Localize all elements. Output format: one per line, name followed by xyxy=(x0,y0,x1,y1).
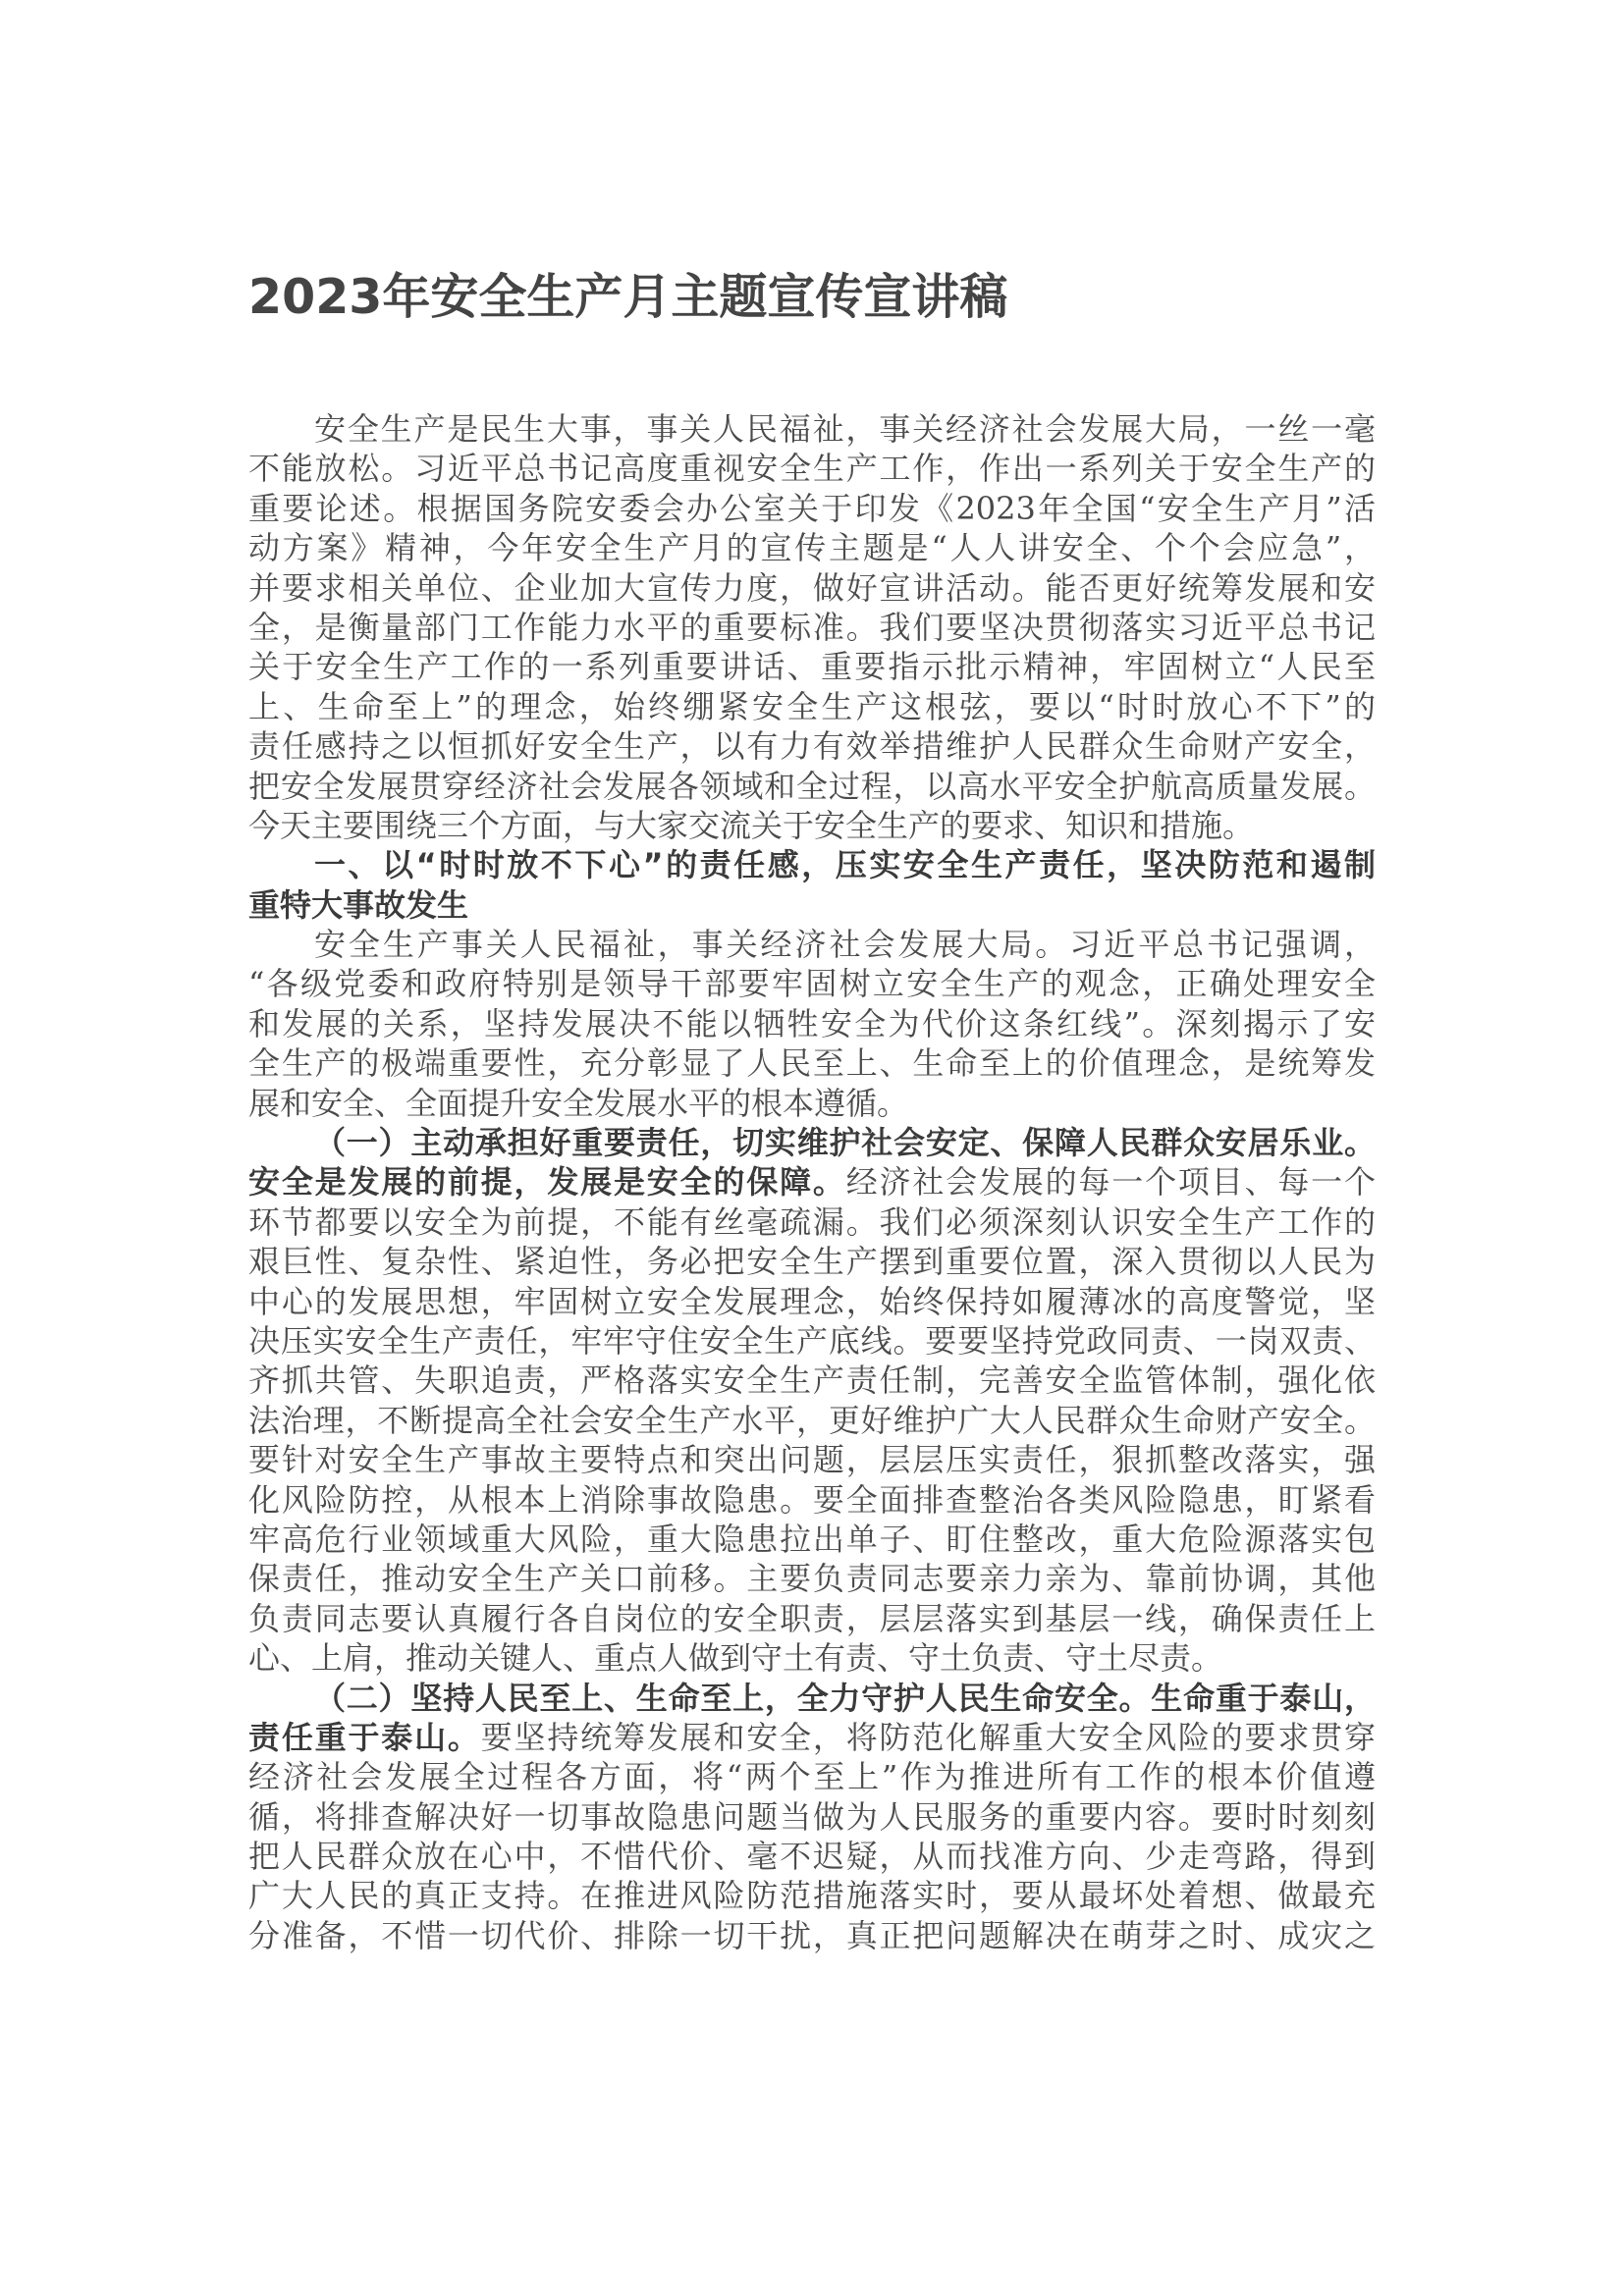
text-line xyxy=(248,1599,1376,1638)
text-line xyxy=(248,1837,1376,1876)
text-segment: 展和安全、全面提升安全发展水平的根本遵循。 xyxy=(248,1084,909,1122)
text-line xyxy=(248,1242,1376,1281)
bold-text-segment: 责任重于泰山。 xyxy=(248,1718,481,1756)
text-segment: 把人民群众放在心中，不惜代价、毫不迟疑，从而找准方向、少走弯路，得到 xyxy=(248,1838,1376,1876)
bold-text-segment: （一）主动承担好重要责任，切实维护社会安定、保障人民群众安居乐业。 xyxy=(314,1124,1376,1162)
text-segment: 法治理，不断提高全社会安全生产水平，更好维护广大人民群众生命财产安全。 xyxy=(248,1401,1376,1439)
text-line xyxy=(248,1282,1376,1321)
text-segment: 安全生产是民生大事，事关人民福祉，事关经济社会发展大局，一丝一毫 xyxy=(314,410,1376,448)
text-line xyxy=(248,409,1376,449)
text-line xyxy=(248,1162,1376,1201)
text-line xyxy=(248,608,1376,647)
text-line xyxy=(248,1202,1376,1242)
text-segment: 分准备，不惜一切代价、排除一切干扰，真正把问题解决在萌芽之时、成灾之 xyxy=(248,1916,1376,1954)
text-line xyxy=(248,845,1376,884)
document-body xyxy=(248,409,1387,1955)
text-segment: 艰巨性、复杂性、紧迫性，务必把安全生产摆到重要位置，深入贯彻以人民为 xyxy=(248,1243,1376,1281)
text-segment: 决压实安全生产责任，牢牢守住安全生产底线。要要坚持党政同责、一岗双责、 xyxy=(248,1321,1376,1360)
text-line xyxy=(248,1043,1376,1083)
bold-text-segment: 重特大事故发生 xyxy=(248,885,469,924)
text-segment: 循，将排查解决好一切事故隐患问题当做为人民服务的重要内容。要时时刻刻 xyxy=(248,1797,1376,1836)
text-line xyxy=(248,726,1376,766)
text-line xyxy=(248,767,1376,806)
text-line xyxy=(248,1797,1376,1837)
text-line xyxy=(248,885,1376,925)
bold-text-segment: 一、以“时时放不下心”的责任感，压实安全生产责任，坚决防范和遏制 xyxy=(314,846,1376,884)
text-segment: 全，是衡量部门工作能力水平的重要标准。我们要坚决贯彻落实习近平总书记 xyxy=(248,608,1376,646)
text-segment: 上、生命至上”的理念，始终绷紧安全生产这根弦，要以“时时放心不下”的 xyxy=(248,687,1376,725)
text-segment: 和发展的关系，坚持发展决不能以牺牲安全为代价这条红线”。深刻揭示了安 xyxy=(248,1004,1376,1042)
text-line xyxy=(248,925,1376,964)
text-segment: 经济社会发展的每一个项目、每一个 xyxy=(845,1163,1376,1201)
text-segment: 全生产的极端重要性，充分彰显了人民至上、生命至上的价值理念，是统筹发 xyxy=(248,1044,1376,1083)
text-segment: 关于安全生产工作的一系列重要讲话、重要指示批示精神，牢固树立“人民至 xyxy=(248,648,1376,686)
text-segment: 今天主要围绕三个方面，与大家交流关于安全生产的要求、知识和措施。 xyxy=(248,806,1255,844)
text-line xyxy=(248,489,1376,528)
document-title: 2023年安全生产月主题宣传宣讲稿 xyxy=(248,269,1008,325)
text-line xyxy=(248,1559,1376,1598)
text-line xyxy=(248,1084,1376,1123)
text-line xyxy=(248,568,1376,608)
text-line xyxy=(248,1638,1376,1678)
text-line xyxy=(248,1004,1376,1043)
text-line xyxy=(248,1123,1376,1162)
text-line xyxy=(248,1480,1376,1520)
text-segment: 经济社会发展全过程各方面，将“两个至上”作为推进所有工作的根本价值遵 xyxy=(248,1758,1376,1796)
text-line xyxy=(248,1520,1376,1559)
bold-text-segment: （二）坚持人民至上、生命至上，全力守护人民生命安全。生命重于泰山， xyxy=(314,1679,1376,1717)
text-segment: 化风险防控，从根本上消除事故隐患。要全面排查整治各类风险隐患，盯紧看 xyxy=(248,1480,1376,1519)
text-segment: 并要求相关单位、企业加大宣传力度，做好宣讲活动。能否更好统筹发展和安 xyxy=(248,568,1376,607)
text-segment: 牢高危行业领域重大风险，重大隐患拉出单子、盯住整改，重大危险源落实包 xyxy=(248,1520,1376,1558)
text-segment: 广大人民的真正支持。在推进风险防范措施落实时，要从最坏处着想、做最充 xyxy=(248,1877,1376,1915)
text-line xyxy=(248,1401,1376,1440)
text-segment: 环节都要以安全为前提，不能有丝毫疏漏。我们必须深刻认识安全生产工作的 xyxy=(248,1202,1376,1241)
text-line xyxy=(248,964,1376,1003)
text-segment: 中心的发展思想，牢固树立安全发展理念，始终保持如履薄冰的高度警觉，坚 xyxy=(248,1282,1376,1320)
text-line xyxy=(248,806,1376,845)
text-segment: 责任感持之以恒抓好安全生产，以有力有效举措维护人民群众生命财产安全， xyxy=(248,727,1376,766)
text-segment: 心、上肩，推动关键人、重点人做到守土有责、守土负责、守土尽责。 xyxy=(248,1639,1223,1678)
text-segment: 把安全发展贯穿经济社会发展各领域和全过程，以高水平安全护航高质量发展。 xyxy=(248,767,1376,805)
text-segment: 重要论述。根据国务院安委会办公室关于印发《2023年全国“安全生产月”活 xyxy=(248,489,1376,527)
text-line xyxy=(248,1321,1376,1361)
text-line xyxy=(248,1679,1376,1718)
text-line xyxy=(248,1440,1376,1479)
text-segment: 要坚持统筹发展和安全，将防范化解重大安全风险的要求贯穿 xyxy=(480,1718,1376,1756)
text-segment: 齐抓共管、失职追责，严格落实安全生产责任制，完善安全监管体制，强化依 xyxy=(248,1362,1376,1400)
text-segment: 不能放松。习近平总书记高度重视安全生产工作，作出一系列关于安全生产的 xyxy=(248,450,1376,488)
bold-text-segment: 安全是发展的前提，发展是安全的保障。 xyxy=(248,1163,846,1201)
text-line xyxy=(248,1757,1376,1796)
text-line xyxy=(248,687,1376,726)
text-segment: 负责同志要认真履行各自岗位的安全职责，层层落实到基层一线，确保责任上 xyxy=(248,1599,1376,1637)
text-line xyxy=(248,449,1376,488)
text-line xyxy=(248,1718,1376,1757)
text-segment: “各级党委和政府特别是领导干部要牢固树立安全生产的观念，正确处理安全 xyxy=(248,965,1376,1003)
text-line xyxy=(248,528,1376,567)
text-line xyxy=(248,647,1376,686)
text-line xyxy=(248,1361,1376,1400)
text-segment: 安全生产事关人民福祉，事关经济社会发展大局。习近平总书记强调， xyxy=(314,926,1376,964)
text-segment: 要针对安全生产事故主要特点和突出问题，层层压实责任，狠抓整改落实，强 xyxy=(248,1441,1376,1479)
text-line xyxy=(248,1916,1376,1955)
text-line xyxy=(248,1876,1376,1915)
text-segment: 动方案》精神，今年安全生产月的宣传主题是“人人讲安全、个个会应急”， xyxy=(248,529,1376,567)
text-segment: 保责任，推动安全生产关口前移。主要负责同志要亲力亲为、靠前协调，其他 xyxy=(248,1560,1376,1598)
